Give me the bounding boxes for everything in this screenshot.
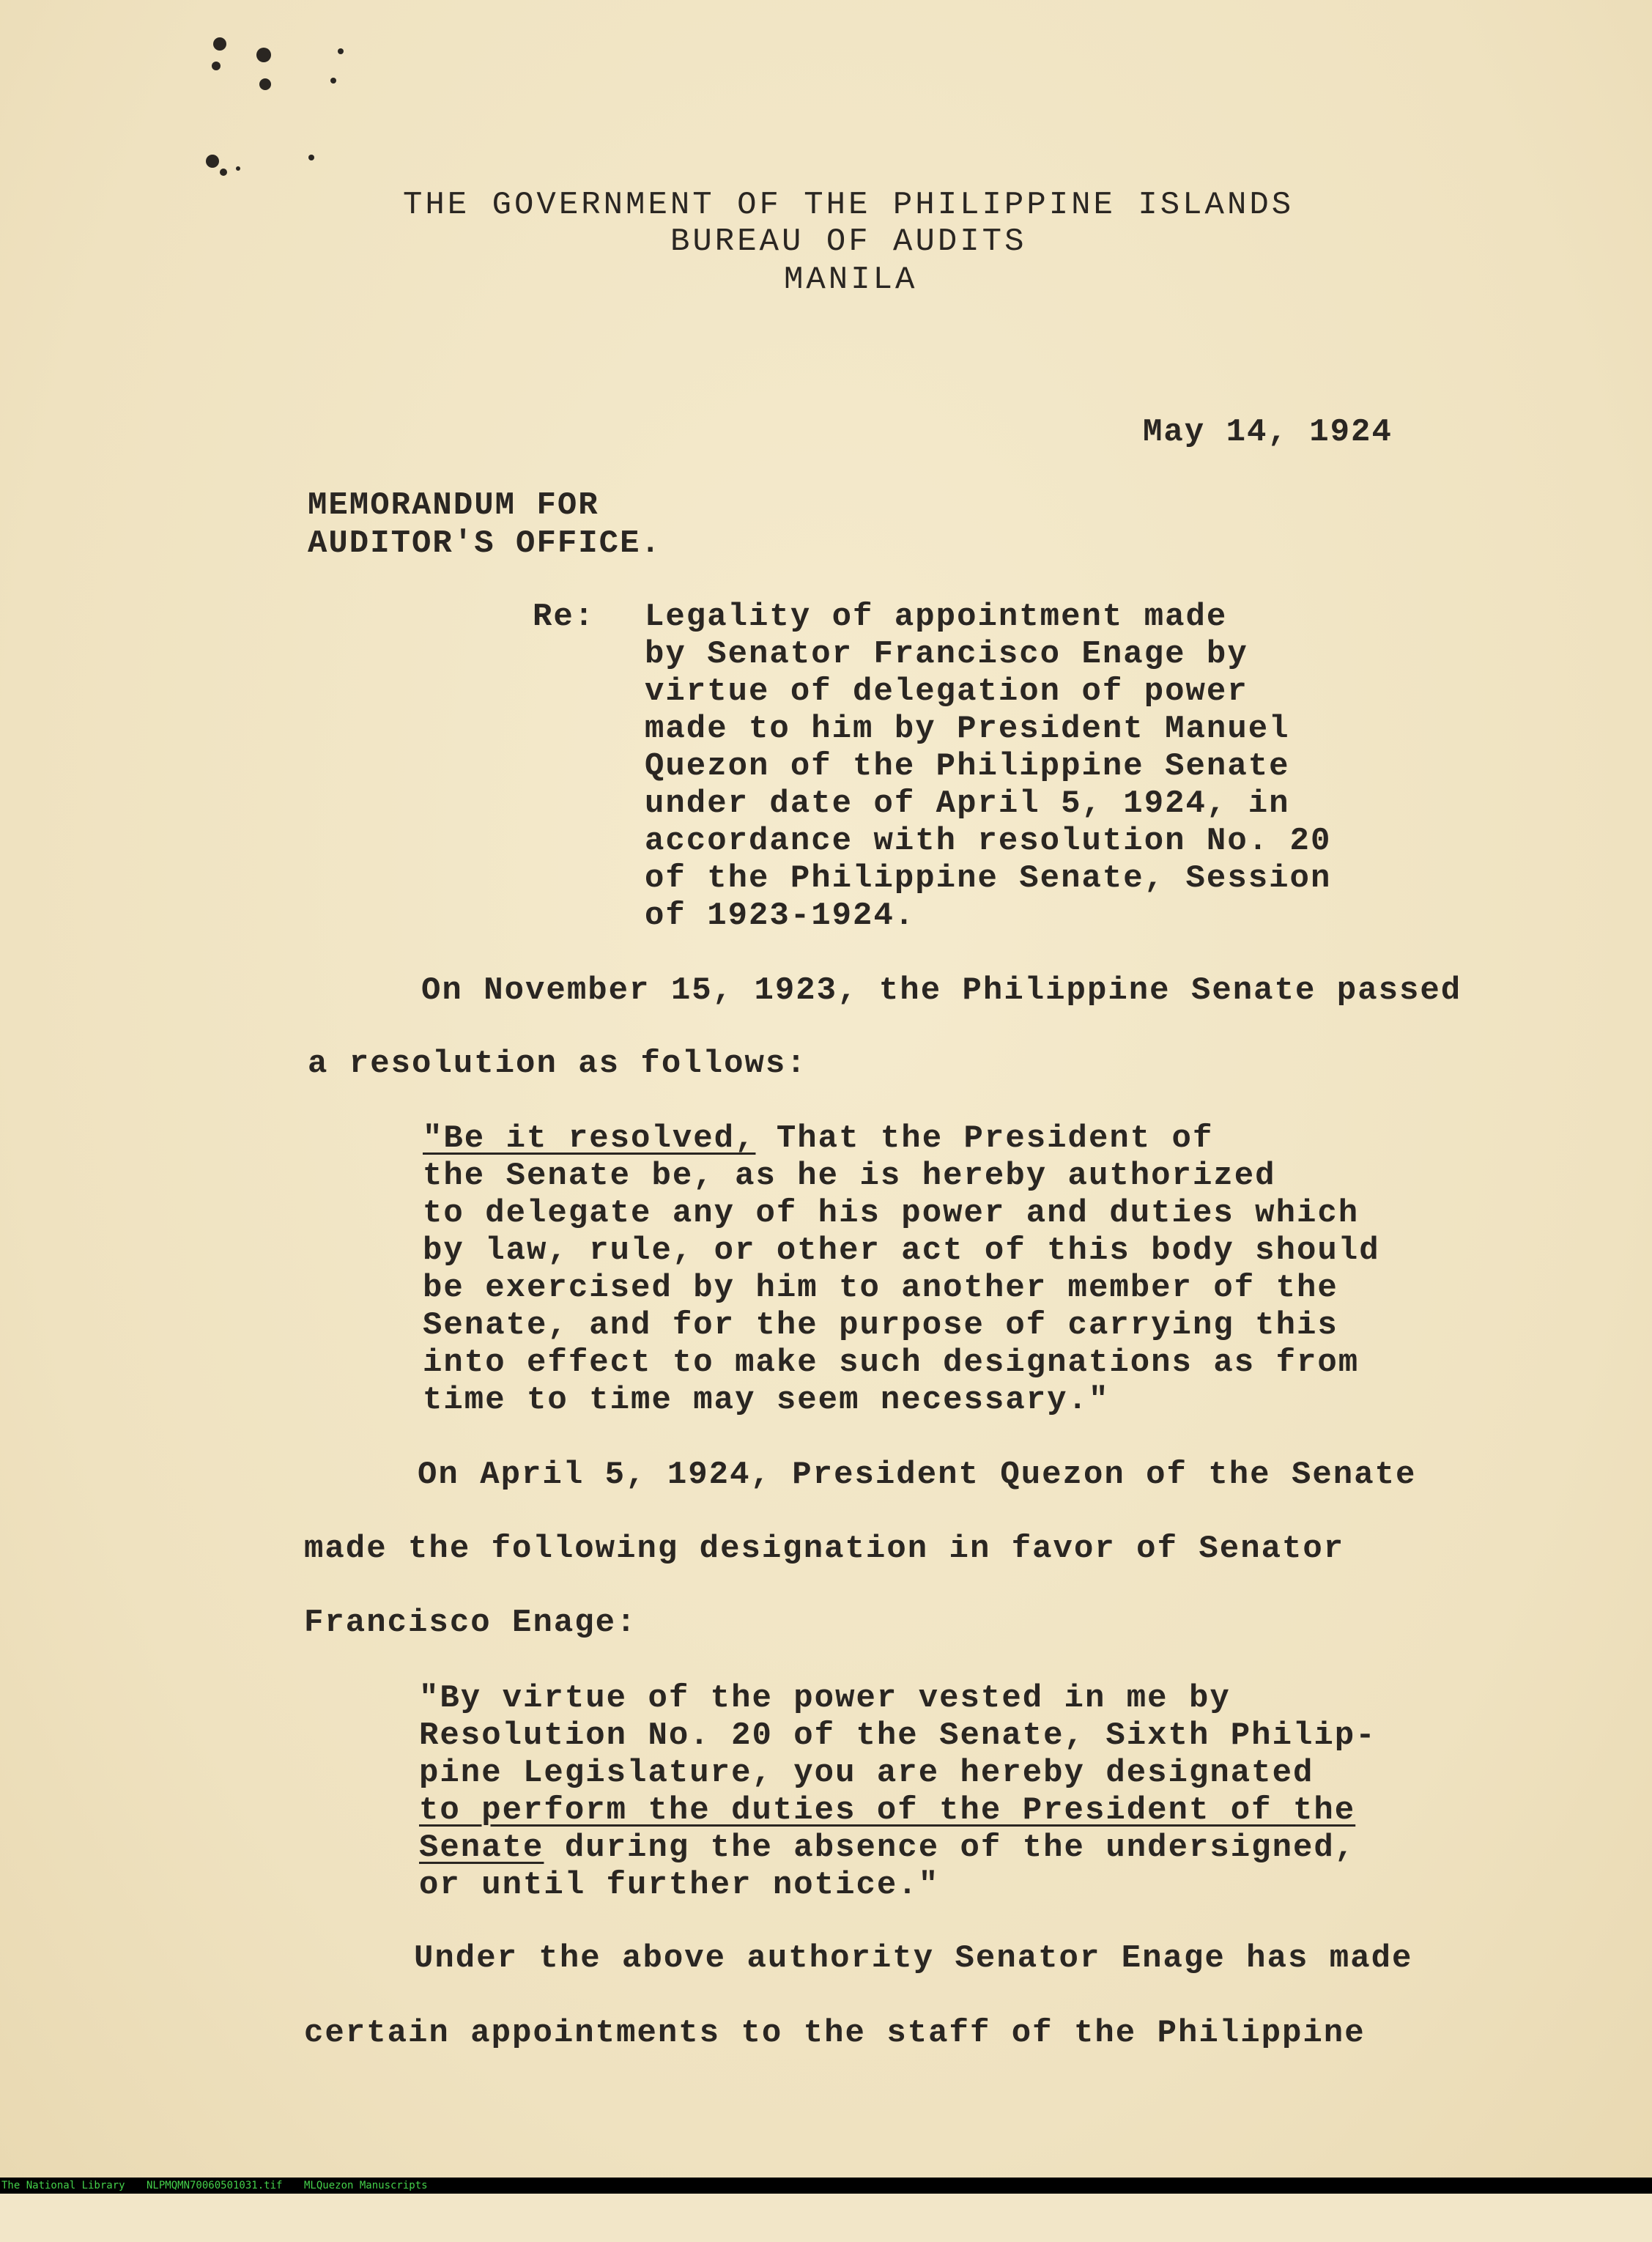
subject-line: Quezon of the Philippine Senate <box>645 748 1290 785</box>
footer-collection: MLQuezon Manuscripts <box>304 2180 428 2191</box>
subject-line: by Senator Francisco Enage by <box>645 636 1248 673</box>
paragraph-3-line: Under the above authority Senator Enage has made <box>414 1940 1413 1977</box>
ink-blot-marks <box>183 15 366 190</box>
quote-1-line: Senate, and for the purpose of carrying this <box>423 1307 1338 1344</box>
quote-1-line: be exercised by him to another member of the <box>423 1270 1338 1306</box>
paragraph-3-line: certain appointments to the staff of the Philippine <box>304 2015 1366 2052</box>
subject-line: accordance with resolution No. 20 <box>645 823 1332 859</box>
memo-date: May 14, 1924 <box>1143 414 1393 451</box>
subject-line: under date of April 5, 1924, in <box>645 785 1290 822</box>
paragraph-1-line: On November 15, 1923, the Philippine Senate passed <box>421 972 1462 1009</box>
quote-1-line: by law, rule, or other act of this body should <box>423 1232 1380 1269</box>
letterhead-line-3: MANILA <box>784 262 918 298</box>
subject-line: Legality of appointment made <box>645 599 1228 635</box>
quote-2-senate-rest: during the absence of the undersigned, <box>544 1830 1356 1866</box>
underlined-duties-text: to perform the duties of the President of the <box>419 1792 1356 1829</box>
quote-1-line: to delegate any of his power and duties which <box>423 1195 1360 1232</box>
footer-filename: NLPMQMN70060501031.tif <box>147 2180 283 2191</box>
be-it-resolved-underlined: "Be it resolved, <box>423 1120 756 1157</box>
quote-1-line: time to time may seem necessary." <box>423 1382 1110 1418</box>
footer-library-name: The National Library <box>1 2180 125 2191</box>
quote-2-underlined-line <box>419 1792 1355 1829</box>
subject-line: made to him by President Manuel <box>645 711 1290 747</box>
scan-footer-bar <box>0 2178 1652 2194</box>
subject-line: of the Philippine Senate, Session <box>645 860 1332 897</box>
quote-1-line: the Senate be, as he is hereby authorized <box>423 1158 1276 1194</box>
quote-2-line: pine Legislature, you are hereby designated <box>419 1755 1314 1791</box>
paragraph-2-line: On April 5, 1924, President Quezon of the Senate <box>418 1457 1417 1493</box>
addressee-line-2: AUDITOR'S OFFICE. <box>308 525 662 562</box>
quote-1-first-line <box>423 1120 1213 1157</box>
paragraph-1-line: a resolution as follows: <box>308 1046 807 1082</box>
quote-2-senate-line <box>419 1830 1355 1866</box>
quote-2-line: "By virtue of the power vested in me by <box>419 1680 1231 1717</box>
quote-1-line: into effect to make such designations as from <box>423 1344 1360 1381</box>
letterhead-line-1: THE GOVERNMENT OF THE PHILIPPINE ISLANDS <box>403 187 1294 223</box>
paragraph-2-line: Francisco Enage: <box>304 1605 637 1641</box>
subject-label: Re: <box>533 599 596 635</box>
subject-line: of 1923-1924. <box>645 898 916 934</box>
quote-2-line: Resolution No. 20 of the Senate, Sixth Philip- <box>419 1717 1377 1754</box>
quote-2-final-line: or until further notice." <box>419 1867 940 1904</box>
quote-1-first-rest: That the President of <box>755 1120 1214 1157</box>
letterhead-line-2: BUREAU OF AUDITS <box>670 223 1027 260</box>
addressee-line-1: MEMORANDUM FOR <box>308 487 599 524</box>
paragraph-2-line: made the following designation in favor of Senator <box>304 1531 1345 1567</box>
underlined-senate-text: Senate <box>419 1830 544 1866</box>
subject-line: virtue of delegation of power <box>645 673 1248 710</box>
